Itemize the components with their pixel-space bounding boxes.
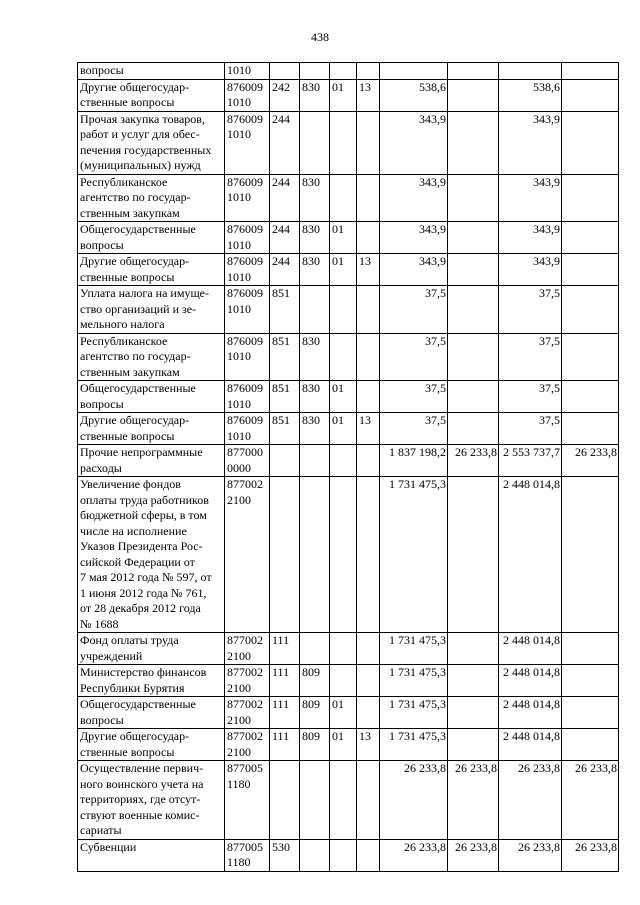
item-name-cell: Прочая закупка товаров, работ и услуг для обес- печения государственных (муниципальных) нужд	[78, 111, 225, 174]
amount-subvention-cell	[448, 413, 499, 445]
amount-subvention-cell	[562, 413, 619, 445]
amount-cell: 37,5	[499, 286, 562, 334]
table-row	[78, 697, 619, 729]
subsection-cell	[357, 286, 380, 334]
subsection-cell	[357, 761, 380, 840]
subsection-cell	[357, 63, 380, 80]
subsection-cell	[357, 839, 380, 871]
amount-cell: 1 731 475,3	[380, 697, 448, 729]
amount-cell: 37,5	[380, 413, 448, 445]
expense-type-cell: 530	[270, 839, 300, 871]
department-cell: 809	[300, 697, 330, 729]
item-name-cell: вопросы	[78, 63, 225, 80]
item-name-cell: Другие общегосудар- ственные вопросы	[78, 79, 225, 111]
department-cell	[300, 633, 330, 665]
amount-subvention-cell: 26 233,8	[562, 445, 619, 477]
table-row	[78, 111, 619, 174]
subsection-cell: 13	[357, 729, 380, 761]
target-code-cell: 877005 1180	[225, 839, 270, 871]
expense-type-cell	[270, 761, 300, 840]
amount-subvention-cell: 26 233,8	[448, 445, 499, 477]
subsection-cell	[357, 381, 380, 413]
target-code-cell: 877002 2100	[225, 477, 270, 633]
amount-cell: 343,9	[499, 111, 562, 174]
item-name-cell: Республиканское агентство по государ- ственным закупкам	[78, 333, 225, 381]
amount-subvention-cell	[562, 254, 619, 286]
amount-cell: 37,5	[380, 381, 448, 413]
expense-type-cell	[270, 445, 300, 477]
amount-cell: 37,5	[499, 413, 562, 445]
section-cell	[330, 761, 357, 840]
amount-cell: 26 233,8	[380, 839, 448, 871]
section-cell	[330, 111, 357, 174]
subsection-cell	[357, 633, 380, 665]
department-cell	[300, 477, 330, 633]
section-cell	[330, 174, 357, 222]
amount-subvention-cell	[562, 697, 619, 729]
department-cell	[300, 111, 330, 174]
table-row	[78, 333, 619, 381]
target-code-cell: 877002 2100	[225, 729, 270, 761]
subsection-cell	[357, 333, 380, 381]
section-cell	[330, 333, 357, 381]
table-row	[78, 286, 619, 334]
amount-subvention-cell	[448, 477, 499, 633]
section-cell: 01	[330, 729, 357, 761]
department-cell: 830	[300, 79, 330, 111]
amount-cell: 343,9	[499, 222, 562, 254]
table-row	[78, 413, 619, 445]
section-cell	[330, 286, 357, 334]
department-cell: 809	[300, 665, 330, 697]
amount-subvention-cell	[448, 254, 499, 286]
amount-subvention-cell	[562, 79, 619, 111]
subsection-cell	[357, 445, 380, 477]
amount-cell: 1 731 475,3	[380, 633, 448, 665]
subsection-cell	[357, 222, 380, 254]
amount-subvention-cell	[448, 222, 499, 254]
department-cell	[300, 445, 330, 477]
subsection-cell	[357, 111, 380, 174]
amount-cell: 1 731 475,3	[380, 729, 448, 761]
amount-cell: 37,5	[499, 381, 562, 413]
item-name-cell: Общегосударственные вопросы	[78, 222, 225, 254]
item-name-cell: Республиканское агентство по государ- ственным закупкам	[78, 174, 225, 222]
subsection-cell: 13	[357, 413, 380, 445]
target-code-cell: 877005 1180	[225, 761, 270, 840]
amount-subvention-cell	[562, 286, 619, 334]
amount-cell: 37,5	[380, 333, 448, 381]
table-body	[78, 63, 619, 872]
expense-type-cell: 111	[270, 697, 300, 729]
table-row	[78, 445, 619, 477]
department-cell: 830	[300, 381, 330, 413]
amount-subvention-cell	[448, 665, 499, 697]
table-row	[78, 63, 619, 80]
amount-subvention-cell: 26 233,8	[562, 839, 619, 871]
target-code-cell: 876009 1010	[225, 286, 270, 334]
department-cell: 830	[300, 222, 330, 254]
table-row	[78, 381, 619, 413]
section-cell: 01	[330, 697, 357, 729]
department-cell	[300, 63, 330, 80]
table-row	[78, 729, 619, 761]
target-code-cell: 876009 1010	[225, 333, 270, 381]
amount-cell: 538,6	[499, 79, 562, 111]
amount-cell	[499, 63, 562, 80]
target-code-cell: 877000 0000	[225, 445, 270, 477]
target-code-cell: 876009 1010	[225, 222, 270, 254]
expense-type-cell: 244	[270, 111, 300, 174]
item-name-cell: Увеличение фондов оплаты труда работников бюджетной сферы, в том числе на исполнение Указов Президента Рос- сийской Федерации от 7 мая 2012 года № 597, от 1 июня 2012 года № 761, от 28 декабря 2012 года № 1688	[78, 477, 225, 633]
table-row	[78, 633, 619, 665]
item-name-cell: Другие общегосудар- ственные вопросы	[78, 254, 225, 286]
amount-cell: 1 731 475,3	[380, 477, 448, 633]
department-cell: 830	[300, 254, 330, 286]
amount-subvention-cell	[562, 63, 619, 80]
amount-cell: 1 837 198,2	[380, 445, 448, 477]
subsection-cell	[357, 697, 380, 729]
amount-cell: 2 448 014,8	[499, 665, 562, 697]
item-name-cell: Прочие непрограммные расходы	[78, 445, 225, 477]
section-cell	[330, 477, 357, 633]
page-number: 438	[311, 30, 329, 44]
amount-subvention-cell	[562, 111, 619, 174]
amount-cell: 538,6	[380, 79, 448, 111]
expense-type-cell: 851	[270, 381, 300, 413]
item-name-cell: Осуществление первич- ного воинского учета на территориях, где отсут- ствуют военные комис- сариаты	[78, 761, 225, 840]
target-code-cell: 877002 2100	[225, 697, 270, 729]
amount-cell: 343,9	[380, 174, 448, 222]
department-cell: 830	[300, 174, 330, 222]
department-cell: 830	[300, 413, 330, 445]
amount-cell: 37,5	[380, 286, 448, 334]
amount-cell	[380, 63, 448, 80]
amount-subvention-cell	[448, 729, 499, 761]
expense-type-cell: 111	[270, 729, 300, 761]
section-cell: 01	[330, 413, 357, 445]
section-cell: 01	[330, 381, 357, 413]
amount-cell: 343,9	[380, 222, 448, 254]
amount-cell: 2 448 014,8	[499, 729, 562, 761]
item-name-cell: Другие общегосудар- ственные вопросы	[78, 729, 225, 761]
amount-subvention-cell	[448, 381, 499, 413]
department-cell: 830	[300, 333, 330, 381]
item-name-cell: Другие общегосудар- ственные вопросы	[78, 413, 225, 445]
amount-cell: 26 233,8	[499, 761, 562, 840]
item-name-cell: Фонд оплаты труда учреждений	[78, 633, 225, 665]
amount-subvention-cell	[448, 697, 499, 729]
target-code-cell: 876009 1010	[225, 254, 270, 286]
section-cell: 01	[330, 79, 357, 111]
amount-subvention-cell	[448, 174, 499, 222]
expense-type-cell: 851	[270, 286, 300, 334]
budget-table	[77, 62, 619, 872]
amount-subvention-cell	[562, 381, 619, 413]
amount-subvention-cell	[448, 286, 499, 334]
amount-cell: 2 448 014,8	[499, 697, 562, 729]
subsection-cell: 13	[357, 79, 380, 111]
item-name-cell: Субвенции	[78, 839, 225, 871]
amount-cell: 37,5	[499, 333, 562, 381]
amount-cell: 1 731 475,3	[380, 665, 448, 697]
item-name-cell: Общегосударственные вопросы	[78, 697, 225, 729]
expense-type-cell	[270, 477, 300, 633]
section-cell	[330, 665, 357, 697]
amount-cell: 2 553 737,7	[499, 445, 562, 477]
section-cell: 01	[330, 222, 357, 254]
section-cell	[330, 633, 357, 665]
amount-subvention-cell	[562, 174, 619, 222]
department-cell	[300, 286, 330, 334]
amount-cell: 343,9	[380, 111, 448, 174]
target-code-cell: 877002 2100	[225, 665, 270, 697]
section-cell	[330, 445, 357, 477]
table-row	[78, 254, 619, 286]
table-row	[78, 761, 619, 840]
target-code-cell: 876009 1010	[225, 381, 270, 413]
amount-cell: 2 448 014,8	[499, 477, 562, 633]
table-row	[78, 222, 619, 254]
department-cell	[300, 761, 330, 840]
table-row	[78, 477, 619, 633]
target-code-cell: 1010	[225, 63, 270, 80]
amount-cell: 26 233,8	[380, 761, 448, 840]
table-row	[78, 665, 619, 697]
amount-subvention-cell: 26 233,8	[562, 761, 619, 840]
table-row	[78, 174, 619, 222]
amount-subvention-cell	[562, 729, 619, 761]
amount-subvention-cell	[448, 111, 499, 174]
amount-cell: 343,9	[499, 174, 562, 222]
expense-type-cell: 851	[270, 333, 300, 381]
target-code-cell: 876009 1010	[225, 111, 270, 174]
expense-type-cell: 111	[270, 633, 300, 665]
item-name-cell: Уплата налога на имуще- ство организаций и зе- мельного налога	[78, 286, 225, 334]
amount-subvention-cell: 26 233,8	[448, 761, 499, 840]
section-cell	[330, 839, 357, 871]
expense-type-cell: 244	[270, 222, 300, 254]
expense-type-cell	[270, 63, 300, 80]
section-cell	[330, 63, 357, 80]
expense-type-cell: 851	[270, 413, 300, 445]
target-code-cell: 876009 1010	[225, 413, 270, 445]
expense-type-cell: 242	[270, 79, 300, 111]
amount-subvention-cell	[562, 665, 619, 697]
target-code-cell: 877002 2100	[225, 633, 270, 665]
amount-subvention-cell	[562, 222, 619, 254]
section-cell: 01	[330, 254, 357, 286]
department-cell	[300, 839, 330, 871]
subsection-cell: 13	[357, 254, 380, 286]
expense-type-cell: 244	[270, 254, 300, 286]
table-row	[78, 839, 619, 871]
department-cell: 809	[300, 729, 330, 761]
subsection-cell	[357, 477, 380, 633]
amount-cell: 343,9	[380, 254, 448, 286]
item-name-cell: Общегосударственные вопросы	[78, 381, 225, 413]
amount-subvention-cell	[562, 477, 619, 633]
amount-subvention-cell: 26 233,8	[448, 839, 499, 871]
amount-subvention-cell	[448, 63, 499, 80]
amount-subvention-cell	[448, 633, 499, 665]
subsection-cell	[357, 665, 380, 697]
amount-cell: 26 233,8	[499, 839, 562, 871]
expense-type-cell: 244	[270, 174, 300, 222]
amount-subvention-cell	[562, 333, 619, 381]
amount-subvention-cell	[448, 333, 499, 381]
amount-subvention-cell	[562, 633, 619, 665]
expense-type-cell: 111	[270, 665, 300, 697]
table-row	[78, 79, 619, 111]
target-code-cell: 876009 1010	[225, 79, 270, 111]
amount-cell: 343,9	[499, 254, 562, 286]
subsection-cell	[357, 174, 380, 222]
amount-subvention-cell	[448, 79, 499, 111]
target-code-cell: 876009 1010	[225, 174, 270, 222]
amount-cell: 2 448 014,8	[499, 633, 562, 665]
item-name-cell: Министерство финансов Республики Бурятия	[78, 665, 225, 697]
